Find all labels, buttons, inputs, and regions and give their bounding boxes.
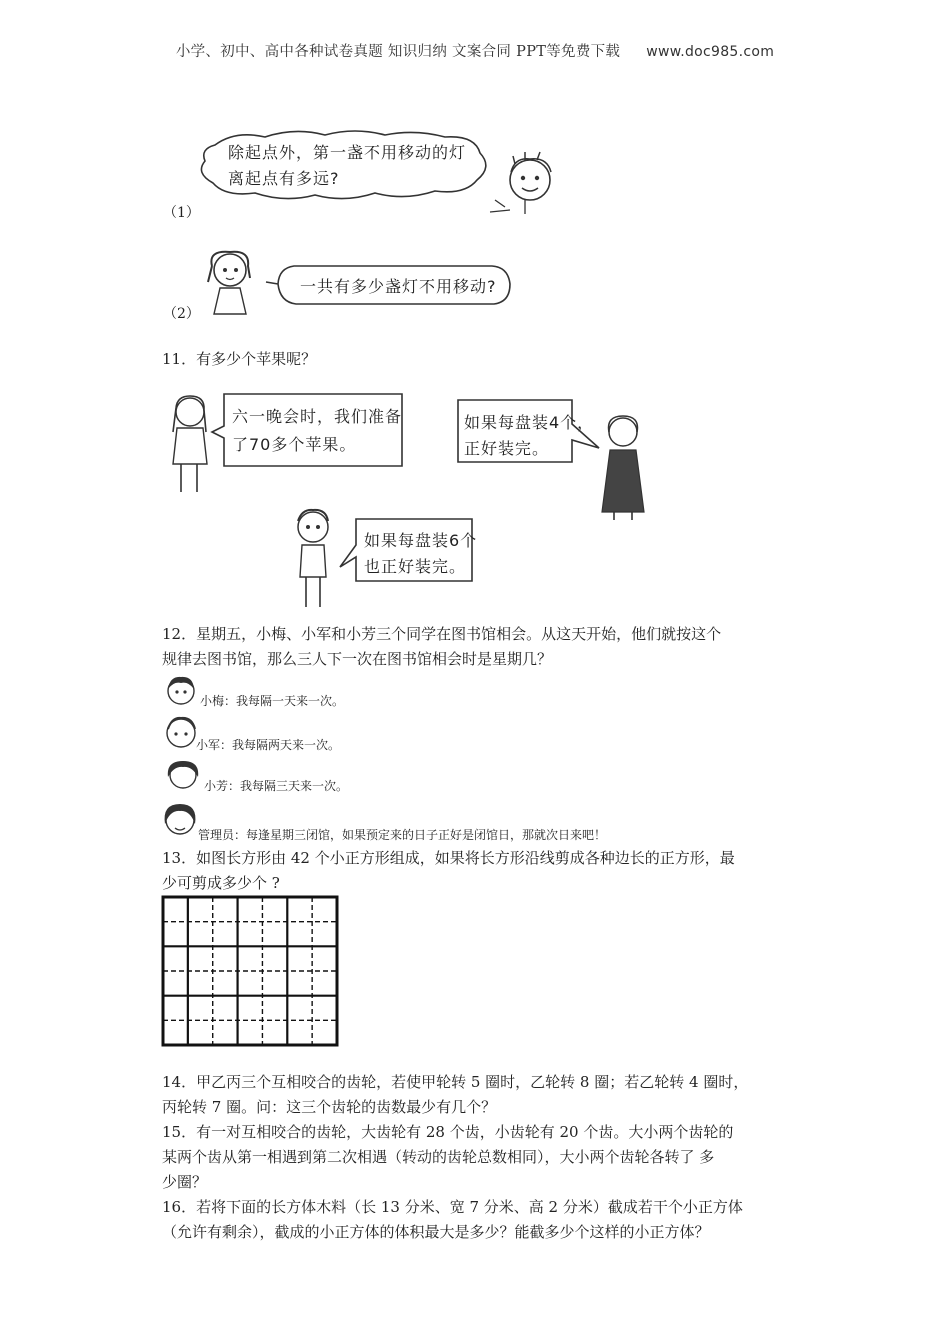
q16-line1: 16．若将下面的长方体木料（长 13 分米、宽 7 分米、高 2 分米）截成若干个小正方体 [162, 1198, 743, 1216]
q11-bubble-c-line1: 如果每盘装6个 [364, 531, 478, 550]
q14-line2: 丙轮转 7 圈。问：这三个齿轮的齿数最少有几个？ [162, 1098, 497, 1116]
girl-figure-icon [165, 392, 215, 500]
header-text: 小学、初中、高中各种试卷真题 知识归纳 文案合同 PPT等免费下载 [175, 44, 621, 60]
xiaojun-face-icon [162, 715, 200, 751]
q12-line1: 12．星期五，小梅、小军和小芳三个同学在图书馆相会。从这天开始，他们就按这个 [162, 625, 722, 643]
q13-rectangle-grid [162, 896, 338, 1046]
q13-line1: 13．如图长方形由 42 个小正方形组成，如果将长方形沿线剪成各种边长的正方形，最 [162, 849, 735, 867]
boy-figure-icon [290, 505, 336, 615]
q10-bubble1-line1: 除起点外，第一盏不用移动的灯 [228, 143, 467, 162]
q12-line2: 规律去图书馆，那么三人下一次在图书馆相会时是星期几？ [162, 650, 553, 668]
q13-line2: 少可剪成多少个 ? [162, 874, 280, 892]
q14-line1: 14．甲乙丙三个互相咬合的齿轮，若使甲轮转 5 圈时，乙轮转 8 圈；若乙轮转 4 圈时， [162, 1073, 749, 1091]
q12-speaker-librarian: 管理员：每逢星期三闭馆，如果预定来的日子正好是闭馆日，那就次日来吧！ [198, 828, 607, 842]
q11-bubble-c-line2: 也正好装完。 [364, 557, 467, 576]
girl-cartoon-icon [198, 248, 266, 320]
q10-cloud-bubble-1 [195, 125, 495, 205]
q11-bubble-a-line1: 六一晚会时，我们准备 [232, 407, 403, 426]
q15-line3: 少圈？ [162, 1173, 208, 1191]
q12-speaker-xiaomei: 小梅：我每隔一天来一次。 [200, 694, 345, 708]
xiaofang-face-icon [162, 757, 204, 791]
q10-bubble2-text: 一共有多少盏灯不用移动? [300, 277, 497, 296]
q11-bubble-b-line1: 如果每盘装4个， [464, 413, 595, 432]
q11-title: 11．有多少个苹果呢？ [162, 350, 317, 368]
q12-speaker-xiaofang: 小芳：我每隔三天来一次。 [204, 779, 349, 793]
q11-bubble-b-line2: 正好装完。 [464, 439, 550, 458]
q10-part2-label: （2） [163, 306, 200, 322]
q16-line2: （允许有剩余），截成的小正方体的体积最大是多少？能截多少个这样的小正方体？ [162, 1223, 710, 1241]
q10-part1-label: （1） [163, 205, 200, 221]
page-header [0, 40, 950, 61]
q15-line2: 某两个齿从第一相遇到第二次相遇（转动的齿轮总数相同），大小两个齿轮各转了 多 [162, 1148, 715, 1166]
q10-bubble1-line2: 离起点有多远? [228, 169, 340, 188]
q11-speech-bubble-a [212, 390, 407, 470]
q11-bubble-a-line2: 了70多个苹果。 [232, 435, 357, 454]
boy-cartoon-icon [485, 152, 565, 217]
q12-speaker-xiaojun: 小军：我每隔两天来一次。 [196, 738, 341, 752]
librarian-face-icon [160, 800, 200, 840]
woman-figure-icon [598, 412, 648, 524]
q15-line1: 15．有一对互相咬合的齿轮，大齿轮有 28 个齿，小齿轮有 20 个齿。大小两个齿轮的 [162, 1123, 734, 1141]
xiaomei-face-icon [162, 673, 200, 707]
header-url[interactable]: www.doc985.com [646, 44, 775, 60]
